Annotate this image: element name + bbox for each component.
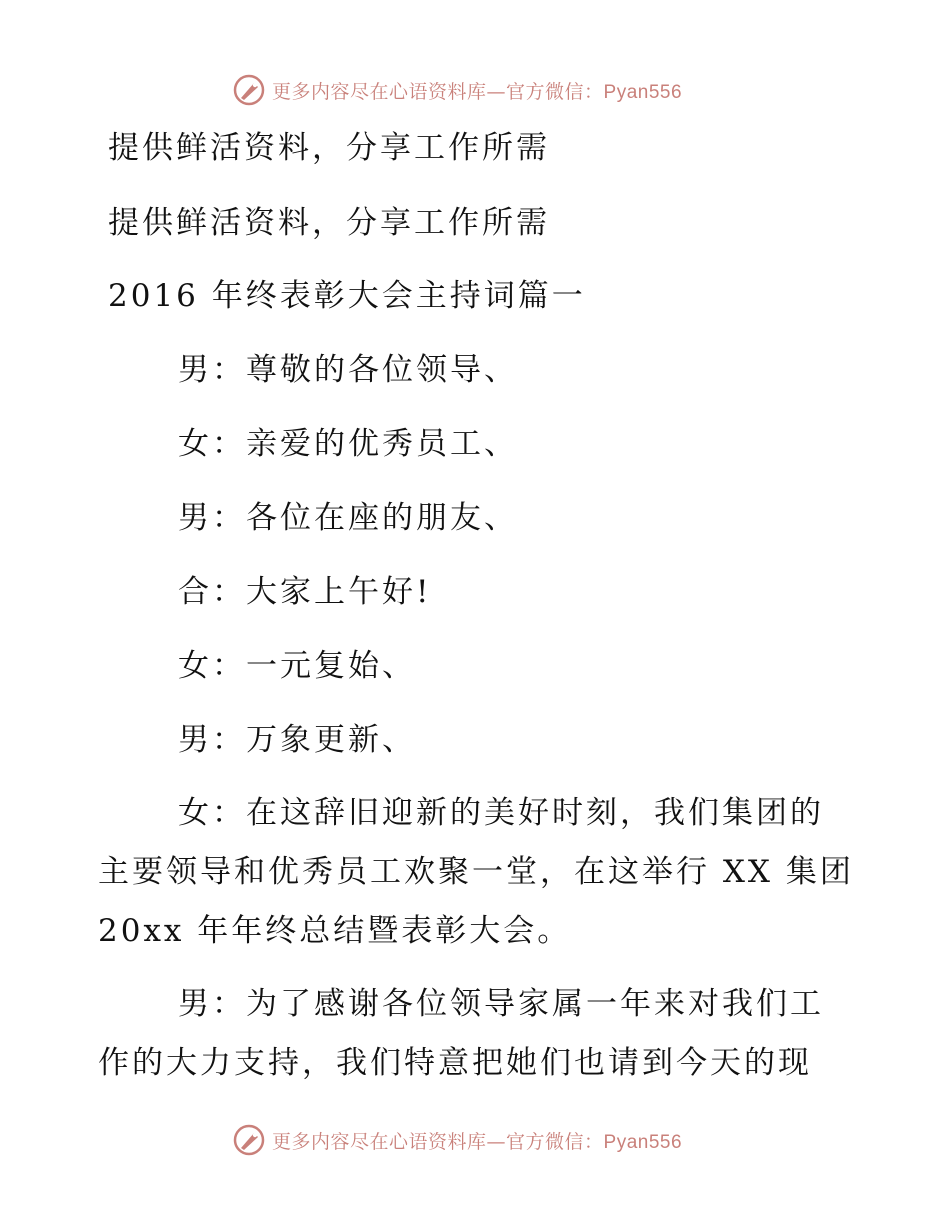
header-brand-wechat-id: Pyan556 xyxy=(603,81,683,103)
footer-brand-cn: 更多内容尽在心语资料库—官方微信： xyxy=(272,1130,604,1153)
body-line: 男：各位在座的朋友、 xyxy=(178,500,518,536)
body-line: 男：尊敬的各位领导、 xyxy=(178,352,518,388)
footer-brand-text xyxy=(272,1127,682,1154)
body-line: 女：一元复始、 xyxy=(178,648,416,684)
body-line: 作的大力支持，我们特意把她们也请到今天的现 xyxy=(98,1045,812,1081)
header-brand-cn: 更多内容尽在心语资料库—官方微信： xyxy=(272,80,604,103)
body-line: 女：在这辞旧迎新的美好时刻，我们集团的 xyxy=(178,795,824,831)
footer-brand-wechat-id: Pyan556 xyxy=(603,1131,683,1153)
tagline-2: 提供鲜活资料，分享工作所需 xyxy=(108,205,550,241)
body-line: 合：大家上午好! xyxy=(178,574,432,610)
tagline-1: 提供鲜活资料，分享工作所需 xyxy=(108,130,550,166)
header-watermark xyxy=(232,70,682,110)
pen-nib-circle-icon xyxy=(232,1123,266,1157)
body-line: 主要领导和优秀员工欢聚一堂，在这举行 XX 集团 xyxy=(98,854,854,890)
body-line: 20xx 年年终总结暨表彰大会。 xyxy=(98,913,572,949)
footer-watermark xyxy=(232,1120,682,1160)
document-title: 2016 年终表彰大会主持词篇一 xyxy=(108,278,586,314)
body-line: 女：亲爱的优秀员工、 xyxy=(178,426,518,462)
body-line: 男：为了感谢各位领导家属一年来对我们工 xyxy=(178,986,824,1022)
body-line: 男：万象更新、 xyxy=(178,722,416,758)
header-brand-text xyxy=(272,77,682,104)
pen-nib-circle-icon xyxy=(232,73,266,107)
